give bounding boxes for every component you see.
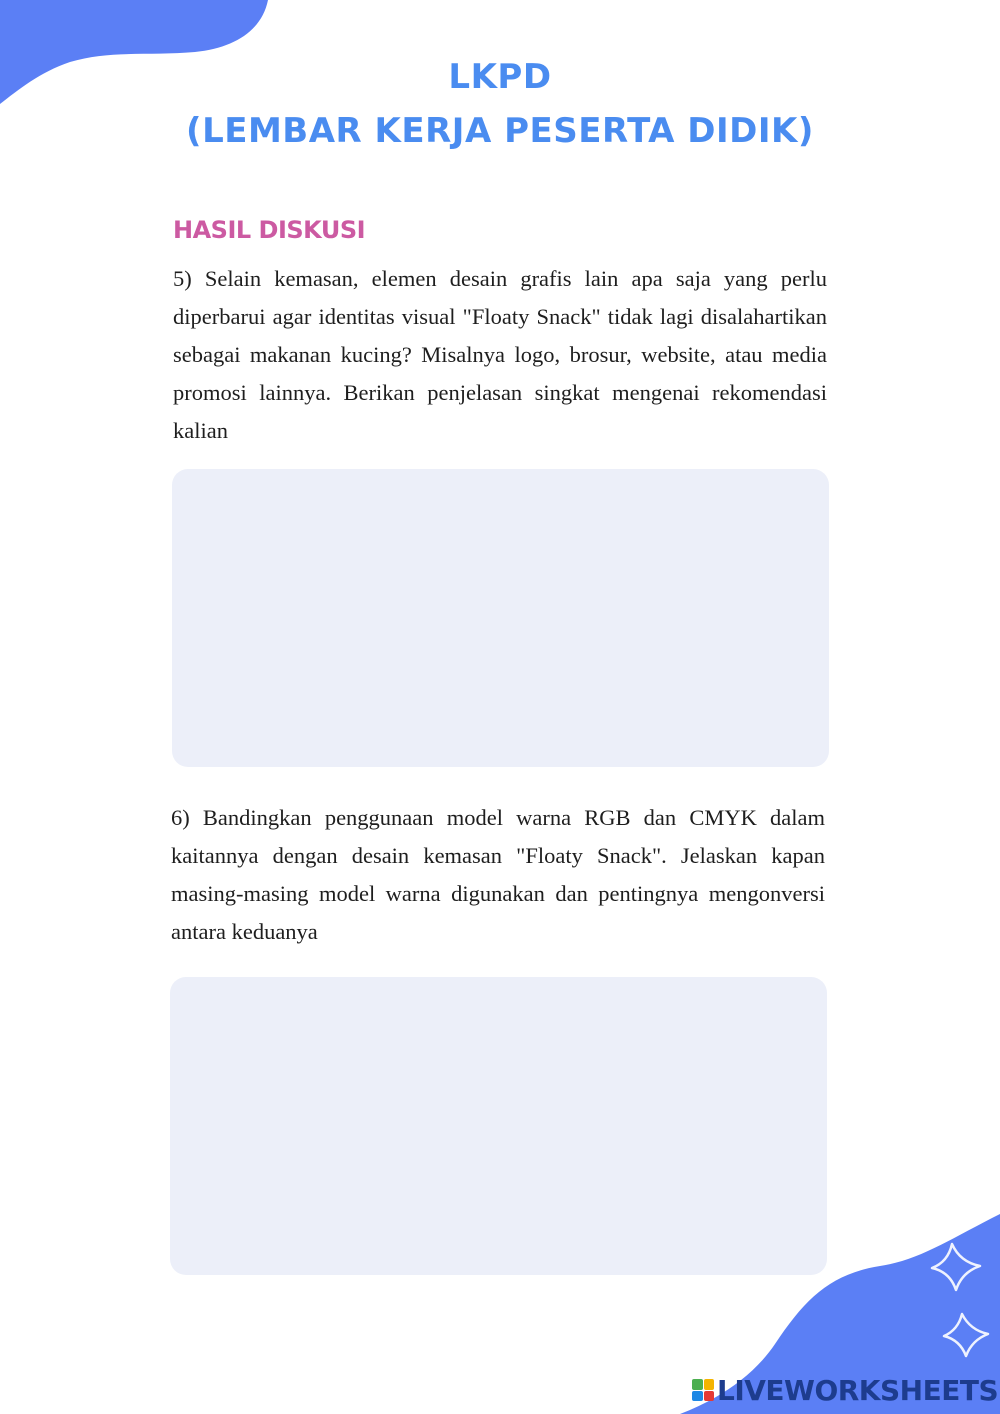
answer-box-question-5[interactable] <box>172 469 829 767</box>
section-heading: HASIL DISKUSI <box>173 216 366 244</box>
question-5-text: 5) Selain kemasan, elemen desain grafis lain apa saja yang perlu diperbarui agar identitas visual "Floaty Snack" tidak lagi disalahartikan sebagai makanan kucing? Misalnya logo, brosur, website, atau media promosi lainnya. Berikan penjelasan singkat mengenai rekomendasi kalian <box>173 266 827 443</box>
page-title <box>0 50 1000 158</box>
liveworksheets-logo <box>692 1372 998 1408</box>
question-6-text: 6) Bandingkan penggunaan model warna RGB dan CMYK dalam kaitannya dengan desain kemasan "Floaty Snack". Jelaskan kapan masing-masing model warna digunakan dan pentingnya mengonversi antara keduanya <box>171 805 825 944</box>
liveworksheets-logo-icon <box>692 1379 714 1401</box>
liveworksheets-logo-text: LIVEWORKSHEETS <box>717 1373 999 1407</box>
title-line-2: (LEMBAR KERJA PESERTA DIDIK) <box>186 111 814 151</box>
title-line-1: LKPD <box>448 57 552 97</box>
answer-box-question-6[interactable] <box>170 977 827 1275</box>
